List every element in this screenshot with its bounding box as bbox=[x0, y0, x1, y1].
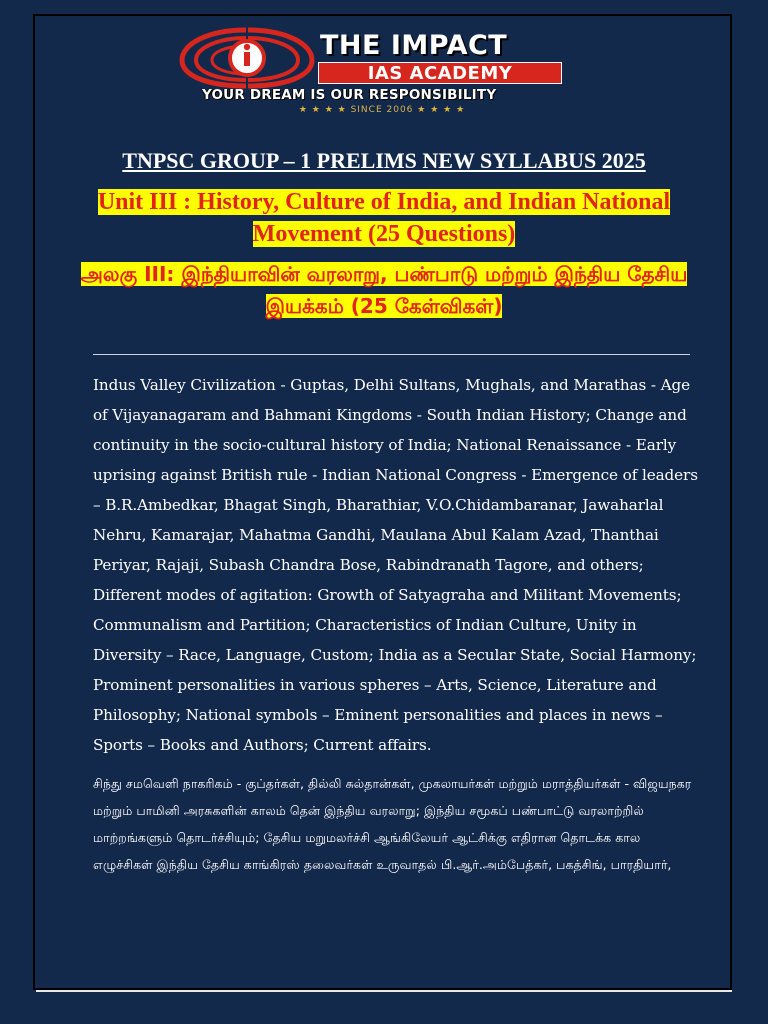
unit-title-text: Unit III : History, Culture of India, and Indian National Movement (25 Questions) bbox=[97, 189, 671, 247]
divider bbox=[93, 354, 690, 355]
academy-logo bbox=[176, 20, 568, 116]
unit-title-tamil-text: அலகு III: இந்தியாவின் வரலாறு, பண்பாடு மற்றும் இந்திய தேசிய இயக்கம் (25 கேள்விகள்) bbox=[80, 262, 688, 318]
syllabus-tamil: சிந்து சமவெளி நாகரிகம் - குப்தர்கள், தில்லி சுல்தான்கள், முகலாயர்கள் மற்றும் மராத்தியர்கள் - விஜயநகர மற்றும் பாமினி அரசுகளின் காலம் தென் இந்திய வரலாறு; இந்திய சமூகப் பண்பாட்டு வரலாற்றில் மாற்றங்களும் தொடர்ச்சியும்; தேசிய மறுமலர்ச்சி ஆங்கிலேயர் ஆட்சிக்கு எதிரான தொடக்க கால எழுச்சிகள் இந்திய தேசிய காங்கிரஸ் தலைவர்கள் உருவாதல் பி.ஆர்.அம்பேத்கர், பகத்சிங், பாரதியார், bbox=[93, 776, 692, 872]
logo-emblem-icon bbox=[176, 22, 316, 92]
brand-subtitle: IAS ACADEMY bbox=[318, 62, 562, 84]
since-line bbox=[292, 104, 472, 116]
syllabus-english: Indus Valley Civilization - Guptas, Delhi Sultans, Mughals, and Marathas - Age of Vijayanagaram and Bahmani Kingdoms - South Indian History; Change and continuity in the socio-cultural history of India; National Renaissance - Early uprising against British rule - Indian National Congress - Emergence of leaders – B.R.Ambedkar, Bhagat Singh, Bharathiar, V.O.Chidambaranar, Jawaharlal Nehru, Kamarajar, Mahatma Gandhi, Maulana Abul Kalam Azad, Thanthai Periyar, Rajaji, Subash Chandra Bose, Rabindranath Tagore, and others; Different modes of agitation: Growth of Satyagraha and Militant Movements; Communalism and Partition; Characteristics of Indian Culture, Unity in Diversity – Race, Language, Custom; India as a Secular State, Social Harmony; Prominent personalities in various spheres – Arts, Science, Literature and Philosophy; National symbols – Eminent personalities and places in news – Sports – Books and Authors; Current affairs. bbox=[93, 376, 698, 754]
page-title: TNPSC GROUP – 1 PRELIMS NEW SYLLABUS 2025 bbox=[122, 148, 646, 173]
brand-name: THE IMPACT bbox=[320, 30, 508, 61]
since-text: SINCE 2006 bbox=[350, 105, 414, 115]
unit-title bbox=[80, 186, 688, 250]
bottom-rule bbox=[36, 990, 732, 992]
star-icon: ★ ★ ★ ★ bbox=[417, 105, 466, 115]
star-icon: ★ ★ ★ ★ bbox=[298, 105, 351, 115]
unit-title-tamil bbox=[80, 258, 688, 322]
brand-tagline: YOUR DREAM IS OUR RESPONSIBILITY bbox=[202, 87, 497, 103]
